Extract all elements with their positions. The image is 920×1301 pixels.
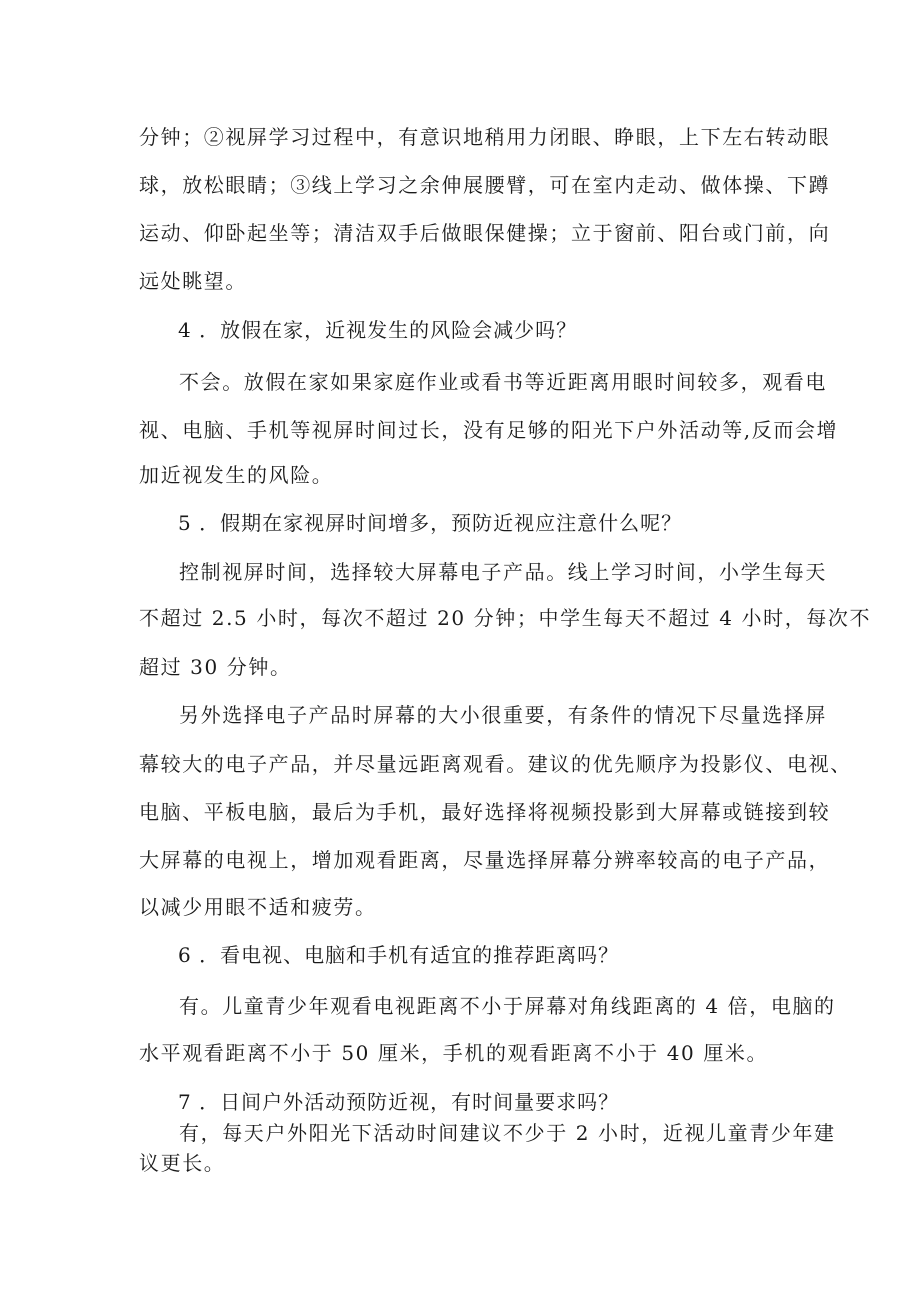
question-heading: 5 ．假期在家视屏时间增多，预防近视应注意什么呢？ (178, 511, 683, 535)
paragraph-line: 水平观看距离不小于 50 厘米，手机的观看距离不小于 40 厘米。 (139, 1041, 769, 1065)
paragraph-line: 幕较大的电子产品，并尽量远距离观看。建议的优先顺序为投影仪、电视、 (139, 752, 852, 776)
paragraph-line: 有。儿童青少年观看电视距离不小于屏幕对角线距离的 4 倍，电脑的 (179, 994, 836, 1018)
paragraph-line: 控制视屏时间，选择较大屏幕电子产品。线上学习时间，小学生每天 (179, 560, 827, 584)
paragraph-line: 有，每天户外阳光下活动时间建议不少于 2 小时，近视儿童青少年建 (179, 1121, 836, 1145)
question-heading: 4 ．放假在家，近视发生的风险会减少吗？ (178, 318, 578, 342)
paragraph-line: 球，放松眼睛；③线上学习之余伸展腰臂，可在室内走动、做体操、下蹲 (139, 173, 831, 197)
paragraph-line: 分钟；②视屏学习过程中，有意识地稍用力闭眼、睁眼，上下左右转动眼 (139, 125, 831, 149)
paragraph-line: 大屏幕的电视上，增加观看距离，尽量选择屏幕分辨率较高的电子产品， (139, 848, 831, 872)
paragraph-line: 另外选择电子产品时屏幕的大小很重要，有条件的情况下尽量选择屏 (179, 703, 827, 727)
paragraph-line: 电脑、平板电脑，最后为手机，最好选择将视频投影到大屏幕或链接到较 (139, 800, 831, 824)
paragraph-line: 议更长。 (139, 1151, 226, 1175)
paragraph-line: 加近视发生的风险。 (139, 463, 334, 487)
question-heading: 6 ．看电视、电脑和手机有适宜的推荐距离吗？ (178, 943, 620, 967)
question-heading: 7 ．日间户外活动预防近视，有时间量要求吗？ (178, 1090, 620, 1114)
paragraph-line: 超过 30 分钟。 (139, 655, 292, 679)
paragraph-line: 以减少用眼不适和疲劳。 (139, 895, 377, 919)
paragraph-line: 视、电脑、手机等视屏时间过长，没有足够的阳光下户外活动等,反而会增 (139, 418, 839, 442)
paragraph-line: 不超过 2.5 小时，每次不超过 20 分钟；中学生每天不超过 4 小时，每次不 (139, 606, 872, 630)
paragraph-line: 不会。放假在家如果家庭作业或看书等近距离用眼时间较多，观看电 (179, 370, 827, 394)
paragraph-line: 远处眺望。 (139, 269, 247, 293)
paragraph-line: 运动、仰卧起坐等；清洁双手后做眼保健操；立于窗前、阳台或门前，向 (139, 221, 831, 245)
